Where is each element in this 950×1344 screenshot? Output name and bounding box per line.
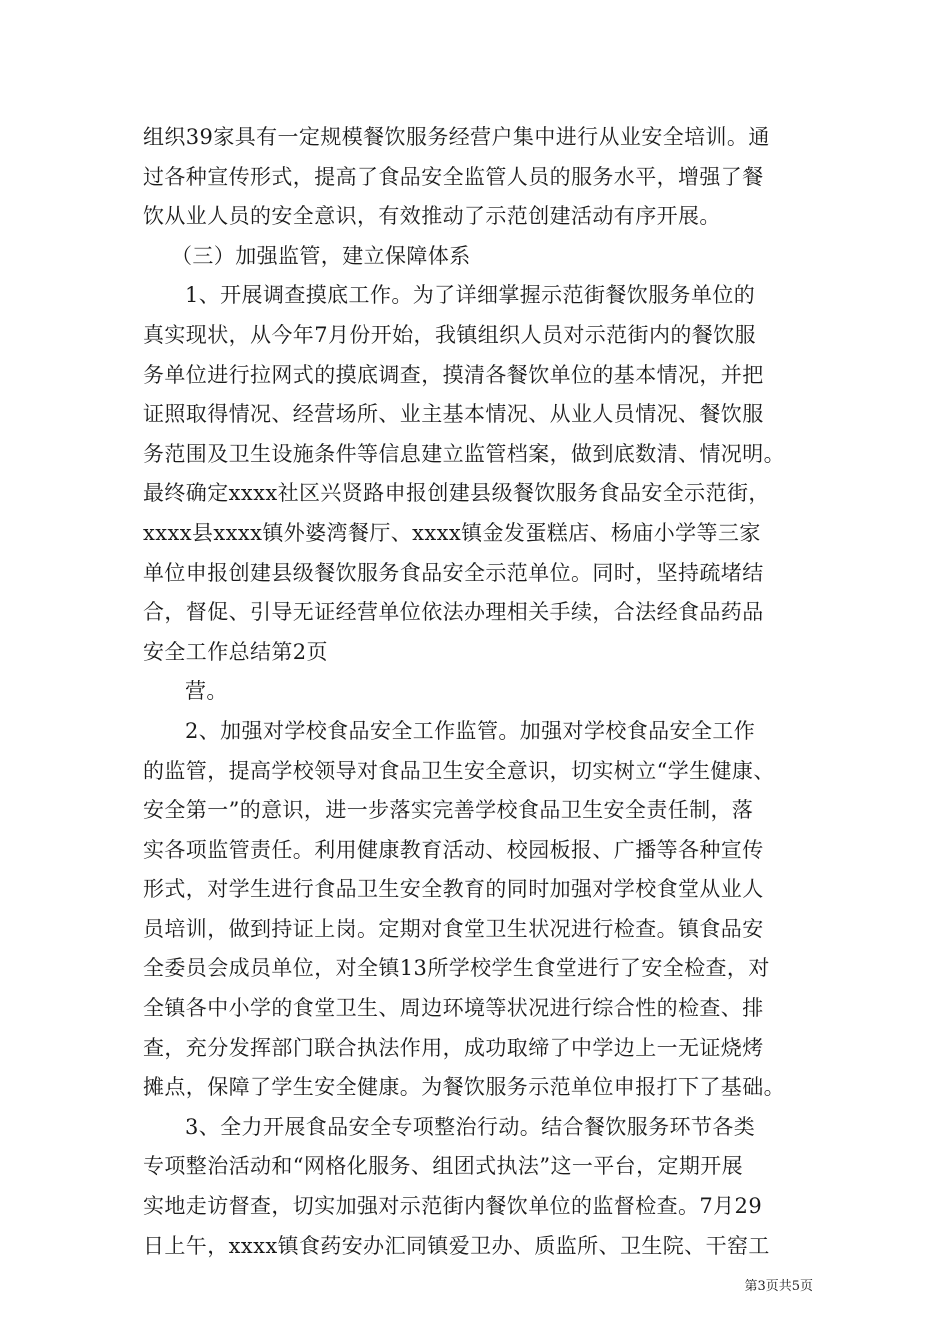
document-body (143, 118, 813, 1266)
section-heading: （三）加强监管，建立保障体系 (171, 243, 471, 268)
paragraph-line: 务单位进行拉网式的摸底调查，摸清各餐饮单位的基本情况，并把 (143, 362, 764, 387)
paragraph-line: 真实现状，从今年7月份开始，我镇组织人员对示范街内的餐饮服 (143, 322, 756, 347)
paragraph-line: 全委员会成员单位，对全镇13所学校学生食堂进行了安全检查，对 (143, 956, 770, 981)
paragraph-line: 全镇各中小学的食堂卫生、周边环境等状况进行综合性的检查、排 (143, 996, 764, 1021)
paragraph-line: 专项整治活动和“网格化服务、组团式执法”这一平台，定期开展 (143, 1154, 744, 1179)
paragraph-line: 员培训，做到持证上岗。定期对食堂卫生状况进行检查。镇食品安 (143, 916, 764, 941)
paragraph-line: 实各项监管责任。利用健康教育活动、校园板报、广播等各种宣传 (143, 837, 764, 862)
paragraph-line: 2、加强对学校食品安全工作监管。加强对学校食品安全工作 (185, 718, 756, 743)
paragraph-line: 1、开展调查摸底工作。为了详细掌握示范街餐饮服务单位的 (185, 283, 756, 308)
paragraph-line: 安全第一”的意识，进一步落实完善学校食品卫生安全责任制，落 (143, 798, 754, 823)
paragraph-line: 摊点，保障了学生安全健康。为餐饮服务示范单位申报打下了基础。 (143, 1075, 785, 1100)
paragraph-line: 最终确定xxxx社区兴贤路申报创建县级餐饮服务食品安全示范街， (143, 481, 770, 506)
paragraph-line: 日上午，xxxx镇食药安办汇同镇爱卫办、质监所、卫生院、干窑工 (143, 1233, 770, 1258)
paragraph-line: 形式，对学生进行食品卫生安全教育的同时加强对学校食堂从业人 (143, 877, 764, 902)
page-number: 第3页共5页 (744, 1279, 813, 1294)
paragraph-line: 3、全力开展食品安全专项整治行动。结合餐饮服务环节各类 (185, 1114, 756, 1139)
paragraph-line: 的监管，提高学校领导对食品卫生安全意识，切实树立“学生健康、 (143, 758, 775, 783)
paragraph-line: 证照取得情况、经营场所、业主基本情况、从业人员情况、餐饮服 (143, 402, 764, 427)
paragraph-line: 务范围及卫生设施条件等信息建立监管档案，做到底数清、情况明。 (143, 441, 785, 466)
paragraph-line: 营。 (185, 679, 228, 704)
paragraph-line: xxxx县xxxx镇外婆湾餐厅、xxxx镇金发蛋糕店、杨庙小学等三家 (143, 520, 761, 545)
paragraph-line: 合，督促、引导无证经营单位依法办理相关手续，合法经食品药品 (143, 600, 764, 625)
paragraph-line: 查，充分发挥部门联合执法作用，成功取缔了中学边上一无证烧烤 (143, 1035, 764, 1060)
paragraph-line: 过各种宣传形式，提高了食品安全监管人员的服务水平，增强了餐 (143, 164, 764, 189)
paragraph-line: 组织39家具有一定规模餐饮服务经营户集中进行从业安全培训。通 (143, 125, 770, 149)
paragraph-line: 单位申报创建县级餐饮服务食品安全示范单位。同时，坚持疏堵结 (143, 560, 764, 585)
paragraph-line: 饮从业人员的安全意识，有效推动了示范创建活动有序开展。 (143, 204, 721, 229)
paragraph-line: 安全工作总结第2页 (143, 639, 328, 664)
paragraph-line: 实地走访督查，切实加强对示范街内餐饮单位的监督检查。7月29 (143, 1194, 763, 1219)
